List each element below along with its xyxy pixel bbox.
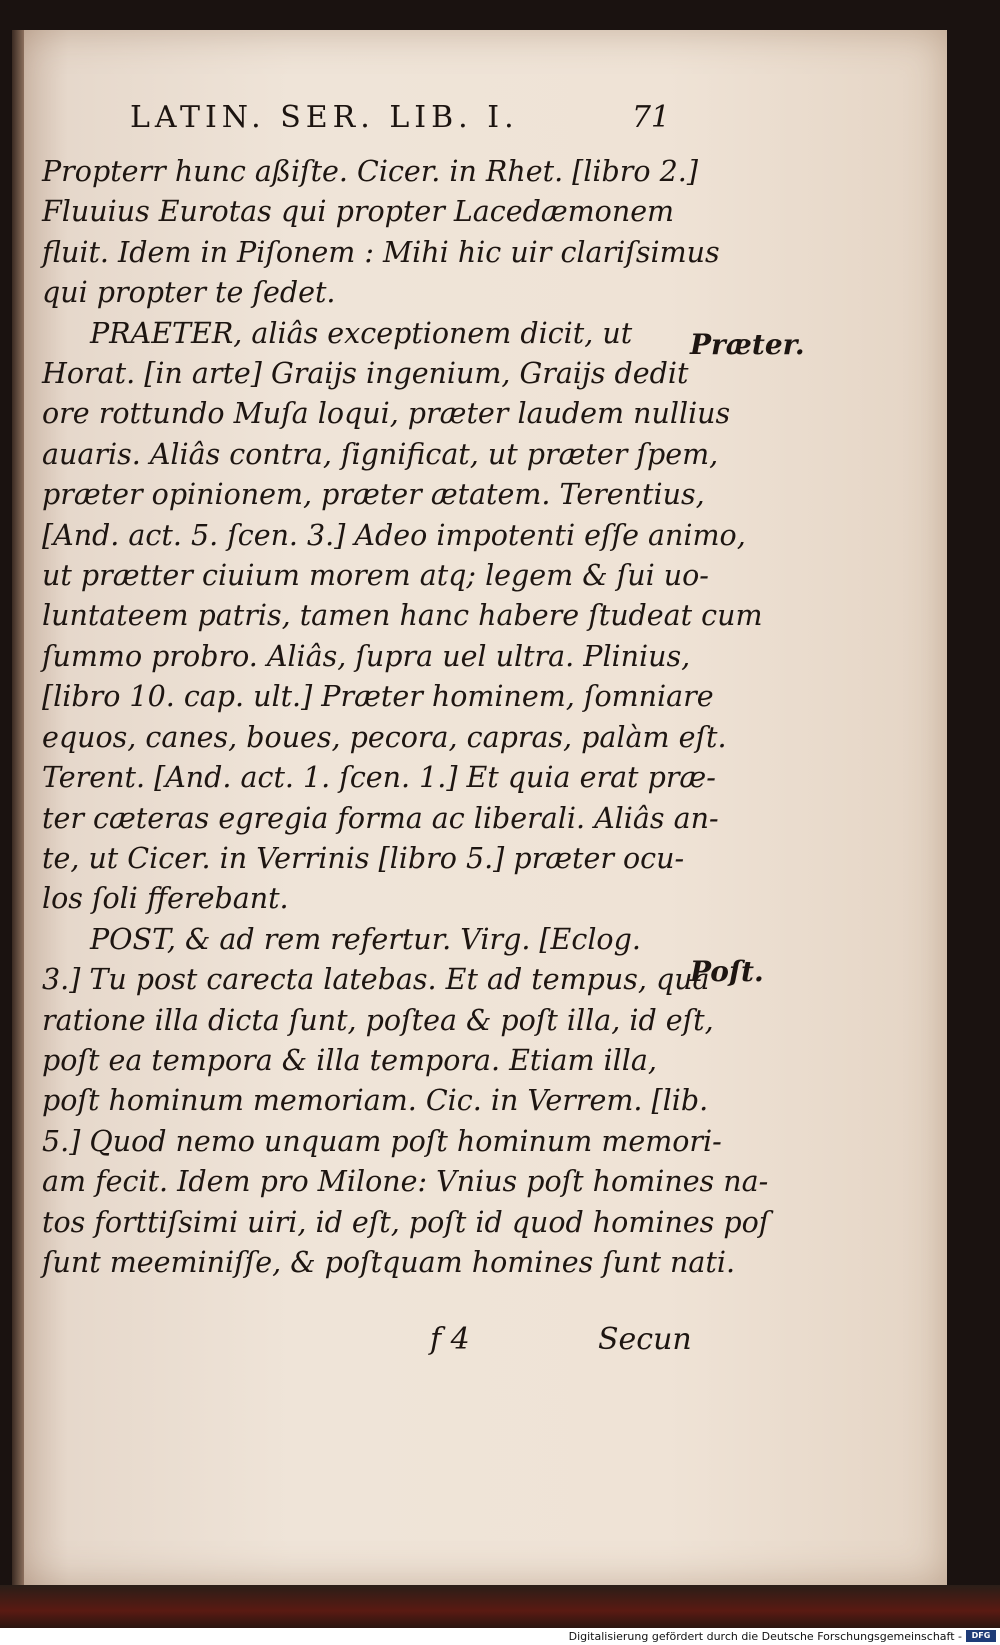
text-line: auaris. Aliâs contra, ſignificat, ut præter ſpem, — [42, 437, 719, 471]
text-line: luntateem patris, tamen hanc habere ſtudeat cum — [42, 599, 763, 633]
text-line: PRAETER, aliâs exceptionem dicit, ut — [90, 316, 633, 350]
running-title: LATIN. SER. LIB. I. — [130, 100, 519, 135]
text-line: tos forttiſsimi uiri, id eſt, poſt id quod homines poſ — [42, 1205, 770, 1239]
marginal-note-post: Poſt. — [690, 955, 764, 988]
text-line: Propterr hunc aßiſte. Cicer. in Rhet. [libro 2.] — [42, 155, 698, 188]
text-line: poſt ea tempora & illa tempora. Etiam illa, — [42, 1043, 657, 1077]
text-line: 5.] Quod nemo unquam poſt hominum memori- — [42, 1124, 722, 1158]
marginal-note-praeter: Præter. — [690, 328, 805, 361]
catchword: Secun — [598, 1322, 692, 1357]
body-text — [42, 152, 770, 1283]
signature-mark: f 4 — [430, 1322, 470, 1357]
text-line: POST, & ad rem refertur. Virg. [Eclog. — [90, 922, 641, 956]
text-line: 3.] Tu post carecta latebas. Et ad tempus, qua — [42, 963, 710, 997]
text-line: ter cæteras egregia forma ac liberali. Aliâs an- — [42, 801, 719, 835]
text-line: Terent. [And. act. 1. ſcen. 1.] Et quia erat præ- — [42, 761, 716, 795]
text-line: ſummo probro. Aliâs, ſupra uel ultra. Plinius, — [42, 639, 691, 673]
dfg-logo-icon: DFG — [966, 1630, 996, 1642]
text-line: Horat. [in arte] Graijs ingenium, Graijs dedit — [42, 357, 689, 391]
text-line: te, ut Cicer. in Verrinis [libro 5.] præter ocu- — [42, 841, 685, 875]
text-line: equos, canes, boues, pecora, capras, palàm eſt. — [42, 720, 727, 754]
text-line: [libro 10. cap. ult.] Præter hominem, ſomniare — [42, 680, 714, 714]
page-number: 71 — [631, 100, 670, 135]
text-line: ore rottundo Muſa loqui, præter laudem nullius — [42, 397, 731, 431]
footer-credit: Digitalisierung gefördert durch die Deutsche Forschungsgemeinschaft - — [568, 1630, 962, 1643]
scan-bottom-edge — [0, 1585, 1000, 1628]
page-gutter — [12, 30, 24, 1585]
text-line: [And. act. 5. ſcen. 3.] Adeo impotenti eſſe animo, — [42, 518, 746, 552]
digitization-footer — [0, 1628, 1000, 1645]
text-line: ſunt meeminiſſe, & poſtquam homines ſunt nati. — [42, 1245, 736, 1279]
text-line: præter opinionem, præter ætatem. Terentius, — [42, 478, 705, 512]
text-line: poſt hominum memoriam. Cic. in Verrem. [lib. — [42, 1084, 709, 1118]
text-line: ut prætter ciuium morem atq; legem & ſui uo- — [42, 559, 709, 593]
running-header — [130, 100, 670, 135]
text-line: fluit. Idem in Piſonem : Mihi hic uir clariſsimus — [42, 235, 720, 269]
text-line: am fecit. Idem pro Milone: Vnius poſt homines na- — [42, 1165, 769, 1199]
text-line: ratione illa dicta ſunt, poſtea & poſt illa, id eſt, — [42, 1003, 714, 1037]
text-line: qui propter te ſedet. — [42, 276, 336, 310]
text-line: los ſoli fferebant. — [42, 882, 289, 916]
text-line: Fluuius Eurotas qui propter Lacedæmonem — [42, 195, 675, 229]
